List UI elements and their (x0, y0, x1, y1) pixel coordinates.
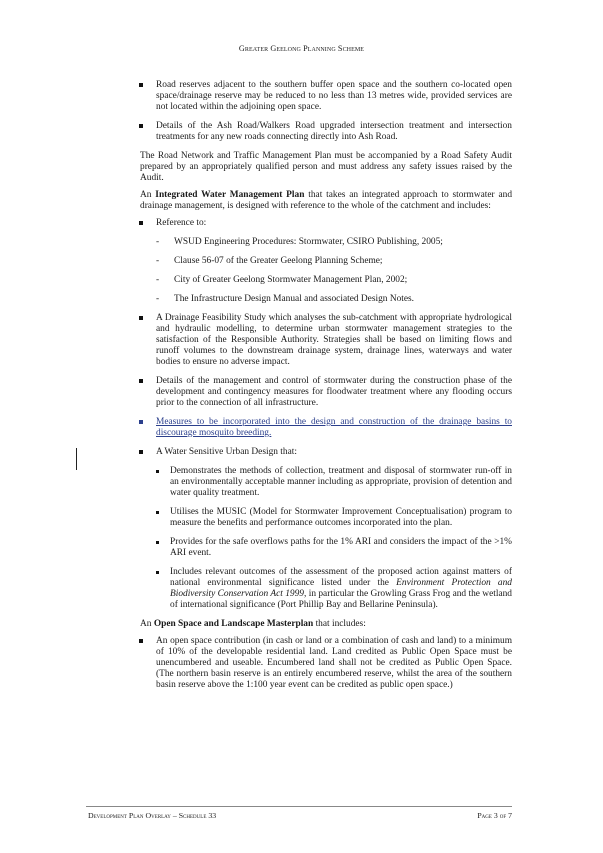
bullet-stormwater-construction: Details of the management and control of stormwater during the construction phase of the development and contingency measures for floodwater treatment where any flooding occurs prior to the connection of all infrastructure. (140, 376, 512, 409)
paragraph-road-safety-audit: The Road Network and Traffic Management Plan must be accompanied by a Road Safety Audit prepared by an appropriately qualified person and must address any safety issues raised by the Audit. (140, 151, 512, 183)
bullet-wsud: A Water Sensitive Urban Design that: (140, 447, 512, 458)
wsud-item-music: Utilises the MUSIC (Model for Stormwater Improvement Conceptualisation) program to measure the benefits and performance outcomes incorporated into the plan. (156, 507, 512, 529)
reference-item: - WSUD Engineering Procedures: Stormwater, CSIRO Publishing, 2005; (156, 237, 512, 248)
document-body (140, 80, 512, 699)
epbc-pre: Includes relevant outcomes of the assessment of the proposed action against matters of national environmental significance listed under the (170, 567, 512, 588)
bullet-road-reserves: Road reserves adjacent to the southern buffer open space and the southern co-located open space/drainage reserve may be reduced to no less than 13 metres wide, provided services are not located within the adjoining open space. (140, 80, 512, 113)
wsud-item-overflows: Provides for the safe overflows paths for the 1% ARI and considers the impact of the >1% ARI event. (156, 537, 512, 559)
reference-item: - City of Greater Geelong Stormwater Management Plan, 2002; (156, 275, 512, 286)
iwmp-post: that takes an integrated approach to stormwater and drainage management, is designed with reference to the whole of the catchment and includes: (140, 190, 513, 211)
osp-pre: An (140, 619, 152, 629)
osp-post: that includes: (315, 619, 366, 629)
iwmp-title: Integrated Water Management Plan (155, 190, 305, 200)
bullet-ash-road-intersection: Details of the Ash Road/Walkers Road upgraded intersection treatment and intersection treatments for any new roads connecting directly into Ash Road. (140, 121, 512, 143)
bullet-drainage-study: A Drainage Feasibility Study which analyses the sub-catchment with appropriate hydrological and hydraulic modelling, to determine urban stormwater management strategies to the satisfaction of the Responsible Authority. Strategies shall be based on limiting flows and runoff volumes to the downstream drainage system, drainage lines, waterways and water bodies to ensure no adverse impact. (140, 313, 512, 368)
bullet-open-space-contribution: An open space contribution (in cash or land or a combination of cash and land) to a minimum of 10% of the developable residential land. Land credited as Public Open Space must be unencumbered and useable. Encumbered land shall not be credited as Public Open Space. (The northern basin reserve is an entirely encumbered reserve, whilst the area of the southern basin reserve above the 1:100 year event can be credited as public open space.) (140, 636, 512, 691)
bullet-mosquito-measures-link[interactable]: Measures to be incorporated into the design and construction of the drainage basins to discourage mosquito breeding. (140, 417, 512, 439)
reference-item: - Clause 56-07 of the Greater Geelong Planning Scheme; (156, 256, 512, 267)
bullet-reference-to: Reference to: (140, 218, 512, 229)
footer-page-number: Page 3 of 7 (477, 811, 512, 820)
iwmp-pre: An (140, 190, 152, 200)
wsud-item-epbc (156, 567, 512, 611)
epbc-post: , in particular the Growling Grass Frog and the wetland of international significance (Port Phillip Bay and Bellarine Peninsula). (170, 589, 512, 610)
footer-divider (86, 806, 512, 807)
wsud-item-collection: Demonstrates the methods of collection, treatment and disposal of stormwater run-off in an environmentally acceptable manner including as appropriate, provision of detention and water quality treatment. (156, 466, 512, 499)
footer-schedule: Development Plan Overlay – Schedule 33 (88, 811, 217, 820)
revision-margin-mark (76, 448, 77, 470)
epbc-act-title: Environment Protection and Biodiversity Conservation Act 1999 (170, 578, 512, 599)
reference-item: - The Infrastructure Design Manual and associated Design Notes. (156, 294, 512, 305)
page-header: Greater Geelong Planning Scheme (238, 44, 365, 53)
paragraph-integrated-water-plan (140, 190, 512, 212)
paragraph-open-space-plan (140, 619, 512, 630)
osp-title: Open Space and Landscape Masterplan (153, 619, 314, 629)
